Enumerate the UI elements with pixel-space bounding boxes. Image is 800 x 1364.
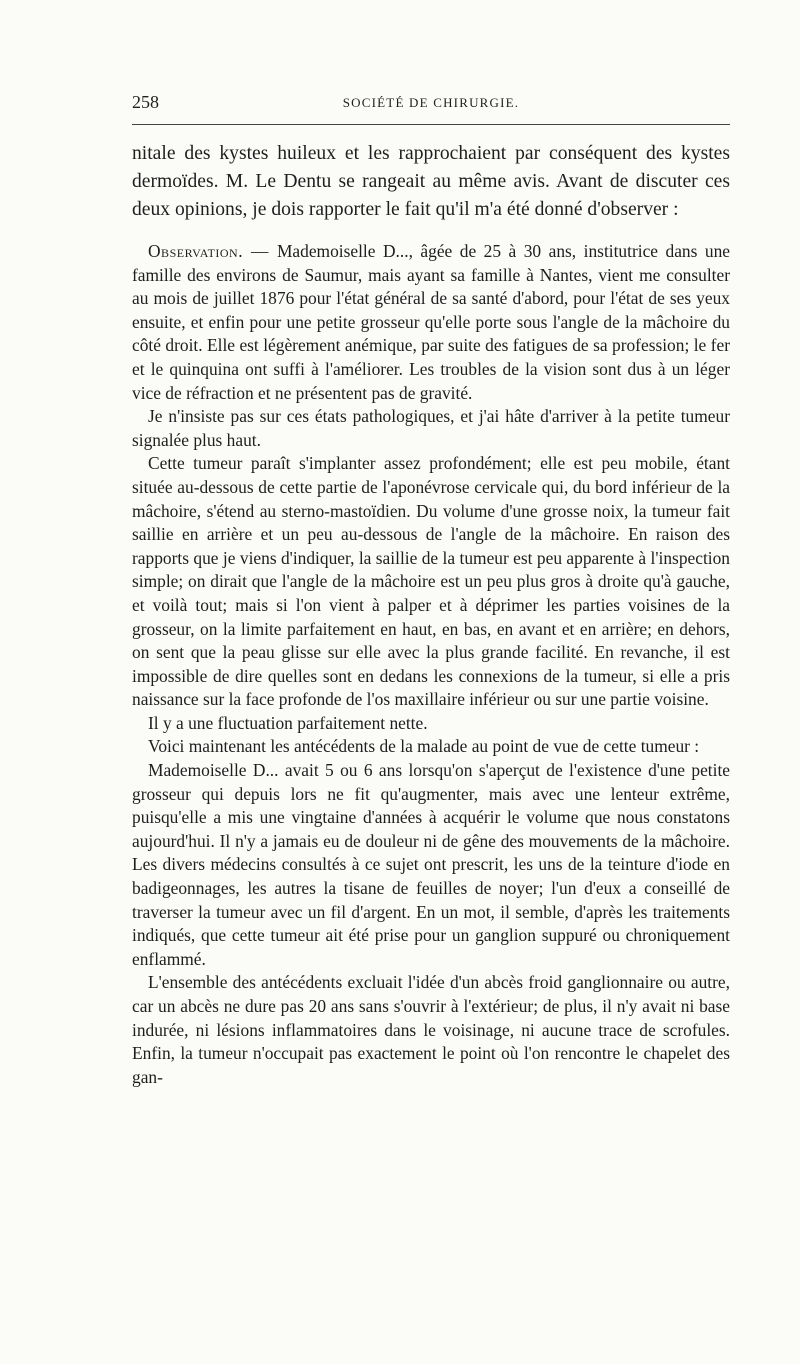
paragraph-history: Mademoiselle D... avait 5 ou 6 ans lorsqu'on s'aperçut de l'existence d'une petite grosseur qui depuis lors ne fit qu'augmenter, mais avec une lenteur extrême, puisqu'elle a mis une vingtaine d'années à acquérir le volume que nous constatons aujourd'hui. Il n'y a jamais eu de douleur ni de gêne des mouvements de la mâchoire. Les divers médecins consultés à ce sujet ont prescrit, les uns de la teinture d'iode en badigeonnages, les autres la tisane de feuilles de noyer; l'un d'eux a conseillé de traverser la tumeur avec un fil d'argent. En un mot, il semble, d'après les traitements indiqués, que cette tumeur ait été prise pour un ganglion suppuré ou chroniquement enflammé. — [132, 760, 730, 969]
body-text — [132, 140, 730, 1089]
paragraph-antecedents-intro: Voici maintenant les antécédents de la malade au point de vue de cette tumeur : — [148, 736, 700, 757]
running-title: SOCIÉTÉ DE CHIRURGIE. — [342, 95, 520, 110]
paragraph-intro: nitale des kystes huileux et les rapprochaient par conséquent des kystes dermoïdes. M. Le Dentu se rangeait au même avis. Avant de discuter ces deux opinions, je dois rapporter le fait qu'il m'a été donné d'observer : — [132, 143, 730, 220]
paragraph-observation — [132, 240, 730, 405]
page-number: 258 — [132, 92, 159, 112]
paragraph-fluctuation: Il y a une fluctuation parfaitement nette. — [148, 712, 428, 733]
paragraph-pathologies: Je n'insiste pas sur ces états pathologiques, et j'ai hâte d'arriver à la petite tumeur signalée plus haut. — [132, 406, 730, 450]
observation-label: Observation. — — [148, 241, 277, 261]
paragraph-conclusion: L'ensemble des antécédents excluait l'idée d'un abcès froid ganglionnaire ou autre, car un abcès ne dure pas 20 ans sans s'ouvrir à l'extérieur; de plus, il n'y avait ni base indurée, ni lésions inflammatoires dans le voisinage, ni aucune trace de scrofules. Enfin, la tumeur n'occupait pas exactement le point où l'on rencontre le chapelet des gan- — [132, 972, 730, 1087]
paragraph-tumor-description: Cette tumeur paraît s'implanter assez profondément; elle est peu mobile, étant située au-dessous de cette partie de l'aponévrose cervicale qui, du bord inférieur de la mâchoire, s'étend au sterno-mastoïdien. Du volume d'une grosse noix, la tumeur fait saillie en arrière et un peu au-dessous de l'angle de la mâchoire. En raison des rapports que je viens d'indiquer, la saillie de la tumeur est peu apparente à l'inspection simple; on dirait que l'angle de la mâchoire est un peu plus gros à droite qu'à gauche, et voilà tout; mais si l'on vient à palper et à déprimer les parties voisines de la grosseur, on la limite parfaitement en haut, en bas, en avant et en arrière; en dehors, on sent que la peau glisse sur elle avec la plus grande facilité. En revanche, il est impossible de dire quelles sont en dedans les connexions de la tumeur, si elle a pris naissance sur la face profonde de l'os maxillaire inférieur ou sur une partie voisine. — [132, 453, 730, 710]
observation-text: Mademoiselle D..., âgée de 25 à 30 ans, institutrice dans une famille des environs de Saumur, mais ayant sa famille à Nantes, vient me consulter au mois de juillet 1876 pour l'état général de sa santé d'abord, pour l'état de ses yeux ensuite, et enfin pour une petite grosseur qu'elle porte sous l'angle de la mâchoire du côté droit. Elle est légèrement anémique, par suite des fatigues de sa profession; le fer et le quinquina ont suffi à l'améliorer. Les troubles de la vision sont dus à un léger vice de réfraction et ne présentent pas de gravité. — [132, 241, 730, 403]
header-rule — [132, 124, 730, 125]
page-header — [132, 92, 730, 118]
